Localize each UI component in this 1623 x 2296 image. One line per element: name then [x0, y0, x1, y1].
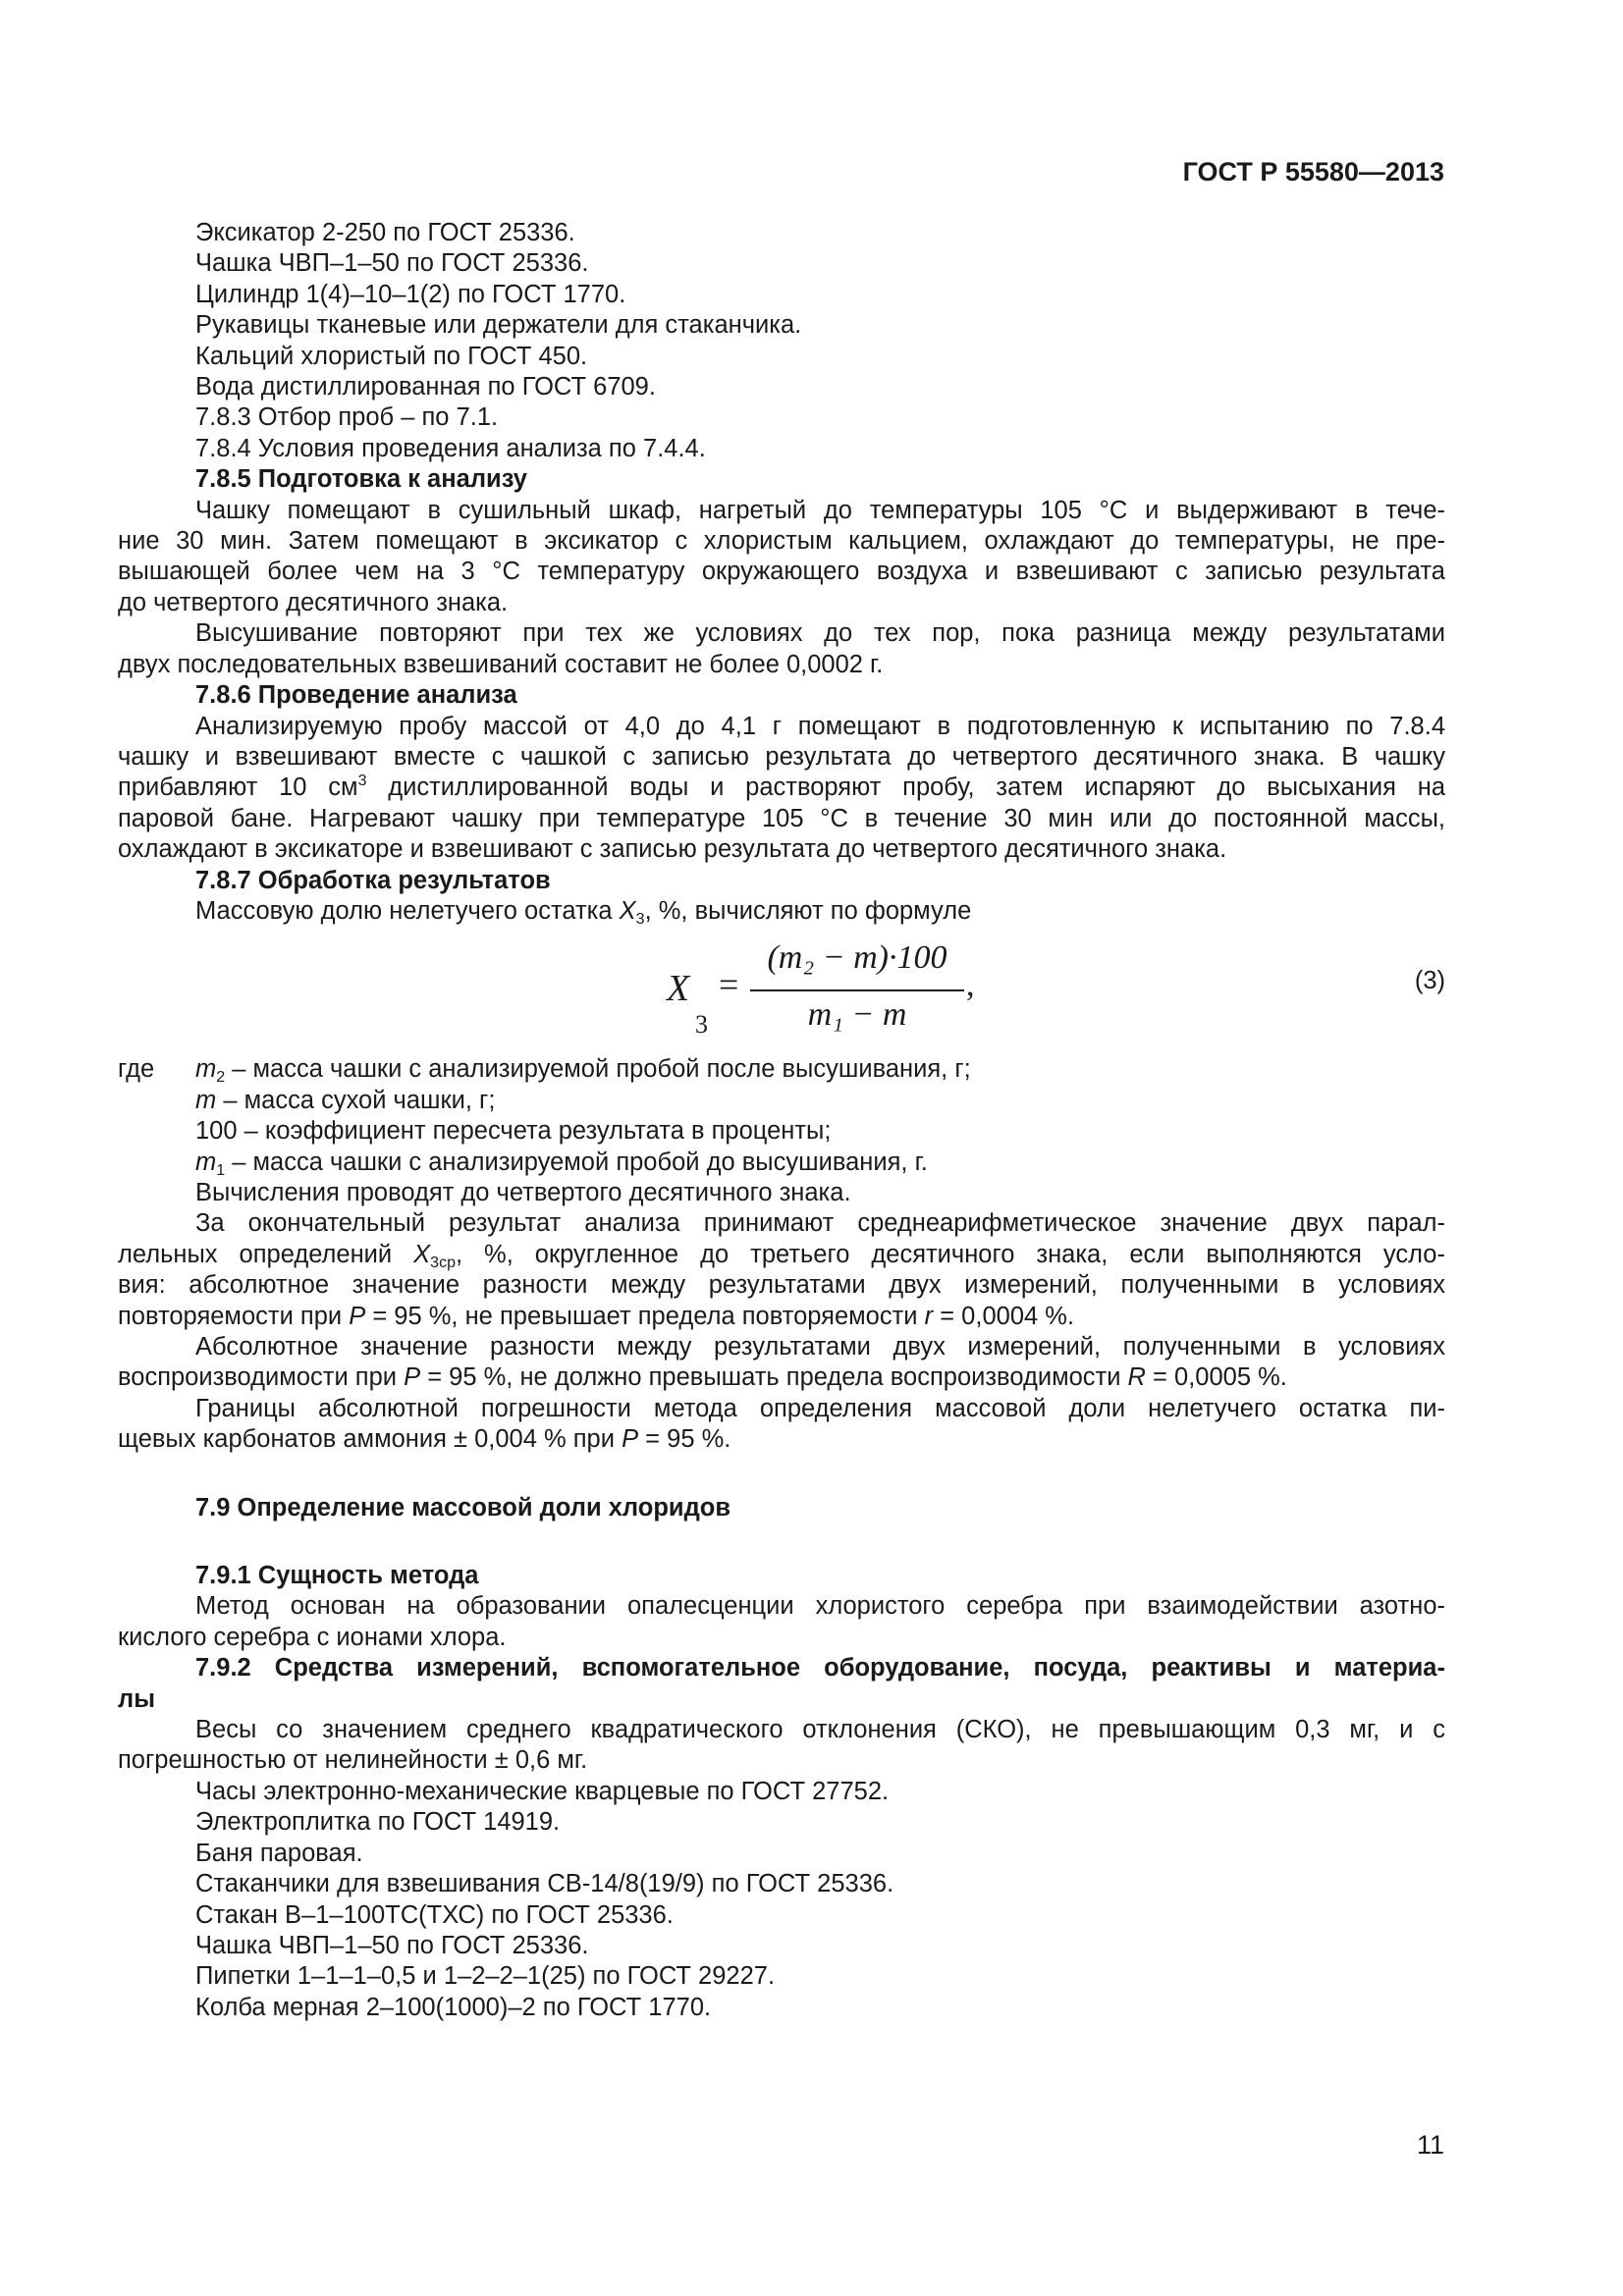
text-run: = 95 %.	[638, 1425, 731, 1454]
text-run: Массовую долю нелетучего остатка	[195, 896, 620, 925]
formula-denominator: m₁ − m	[807, 996, 907, 1034]
variable: R	[1127, 1363, 1146, 1392]
variable: X	[619, 896, 636, 925]
list-item: Пипетки 1–1–1–0,5 и 1–2–2–1(25) по ГОСТ 29227.	[195, 1962, 776, 1991]
text-run: прибавляют 10 см	[118, 774, 358, 802]
variable: P	[404, 1363, 421, 1392]
spacer	[118, 1523, 1445, 1561]
paragraph-line: ние 30 мин. Затем помещают в эксикатор с хлористым кальцием, охлаждают до температуры, не пре-	[118, 527, 1445, 556]
spacer	[118, 1456, 1445, 1493]
variable: m	[195, 1055, 217, 1084]
list-item: Стаканчики для взвешивания СВ-14/8(19/9) по ГОСТ 25336.	[195, 1870, 894, 1898]
text-run: воспроизводимости при	[118, 1363, 405, 1392]
text-run: дистиллированной воды и растворяют пробу, затем испаряют до высыхания на	[366, 774, 1445, 802]
subscript: 3ср	[430, 1254, 456, 1271]
where-item	[195, 1054, 1445, 1085]
paragraph-line: двух последовательных взвешиваний составит не более 0,0002 г.	[118, 650, 884, 678]
paragraph-line: погрешностью от нелинейности ± 0,6 мг.	[118, 1746, 588, 1775]
text-run: – масса чашки с анализируемой пробой до высушивания, г.	[225, 1148, 928, 1176]
paragraph-line: Чашку помещают в сушильный шкаф, нагретый до температуры 105 °С и выдерживают в тече-	[195, 496, 1445, 524]
variable: m	[195, 1148, 217, 1176]
list-item: Цилиндр 1(4)–10–1(2) по ГОСТ 1770.	[195, 280, 626, 308]
where-item: 100 – коэффициент пересчета результата в проценты;	[195, 1117, 832, 1146]
standard-code-header: ГОСТ Р 55580—2013	[1182, 157, 1444, 187]
list-item: Рукавицы тканевые или держатели для стаканчика.	[195, 311, 802, 340]
variable: r	[924, 1302, 934, 1330]
list-item: Часы электронно-механические кварцевые по ГОСТ 27752.	[195, 1777, 890, 1805]
text-run: = 0,0005 %.	[1145, 1363, 1287, 1392]
text-run: = 95 %, не превышает предела повторяемости	[365, 1302, 925, 1330]
paragraph-line	[118, 1302, 1445, 1332]
list-item: Вода дистиллированная по ГОСТ 6709.	[195, 373, 656, 401]
superscript: 3	[357, 773, 367, 790]
paragraph-line: вия: абсолютное значение разности между результатами двух измерений, полученными в условиях	[118, 1271, 1445, 1300]
subscript: 1	[216, 1161, 226, 1179]
text-run: = 0,0004 %.	[933, 1302, 1075, 1330]
fraction-bar	[750, 989, 964, 991]
formula-3	[118, 931, 1445, 1054]
paragraph-line: За окончательный результат анализа принимают среднеарифметическое значение двух парал-	[195, 1209, 1445, 1238]
text-run: – масса чашки с анализируемой пробой после высушивания, г;	[225, 1055, 971, 1084]
text-run: , %, округленное до третьего десятичного знака, если выполняются усло-	[455, 1240, 1445, 1268]
subscript: 3	[635, 910, 645, 928]
clause-7-8-3: 7.8.3 Отбор проб – по 7.1.	[195, 403, 499, 432]
list-item: Стакан В–1–100ТС(ТХС) по ГОСТ 25336.	[195, 1900, 674, 1929]
paragraph-line: Высушивание повторяют при тех же условиях до тех пор, пока разница между результатами	[195, 619, 1445, 648]
heading-7-9-2-cont: лы	[118, 1684, 155, 1713]
where-label: где	[118, 1055, 155, 1084]
list-item: Эксикатор 2-250 по ГОСТ 25336.	[195, 219, 575, 246]
list-item: Электроплитка по ГОСТ 14919.	[195, 1808, 561, 1837]
variable: X	[413, 1240, 431, 1268]
formula-comma: ,	[966, 967, 975, 1004]
variable: m	[195, 1086, 217, 1114]
list-item: Баня паровая.	[195, 1839, 363, 1867]
paragraph-line: Абсолютное значение разности между результатами двух измерений, полученными в условиях	[195, 1333, 1445, 1361]
list-item: Колба мерная 2–100(1000)–2 по ГОСТ 1770.	[195, 1993, 712, 2021]
subscript: 2	[216, 1069, 226, 1087]
page-content	[118, 218, 1445, 2023]
paragraph-line: до четвертого десятичного знака.	[118, 588, 509, 616]
formula-intro	[118, 896, 1445, 927]
paragraph-line: Метод основан на образовании опалесценции хлористого серебра при взаимодействии азотно-	[195, 1592, 1445, 1621]
paragraph-line	[118, 1240, 1445, 1270]
paragraph-line: Анализируемую пробу массой от 4,0 до 4,1 г помещают в подготовленную к испытанию по 7.8.4	[195, 712, 1445, 740]
paragraph-line: Вычисления проводят до четвертого десятичного знака.	[195, 1178, 851, 1206]
paragraph-line	[118, 1362, 1445, 1393]
paragraph-line: чашку и взвешивают вместе с чашкой с записью результата до четвертого десятичного знака. В чашку	[118, 742, 1445, 771]
heading-7-9: 7.9 Определение массовой доли хлоридов	[195, 1493, 731, 1522]
paragraph-line	[118, 773, 1445, 803]
paragraph-line: охлаждают в эксикаторе и взвешивают с записью результата до четвертого десятичного знака.	[118, 835, 1227, 864]
paragraph-line: кислого серебра с ионами хлора.	[118, 1623, 507, 1651]
where-list	[118, 1054, 1445, 1178]
paragraph-line: Весы со значением среднего квадратического отклонения (СКО), не превышающим 0,3 мг, и с	[195, 1716, 1445, 1744]
heading-7-8-5: 7.8.5 Подготовка к анализу	[195, 465, 527, 494]
formula-lhs-subscript: 3	[695, 1010, 708, 1040]
paragraph-line: Границы абсолютной погрешности метода определения массовой доли нелетучего остатка пи-	[195, 1394, 1445, 1422]
where-item	[195, 1148, 1445, 1178]
text-run: = 95 %, не должно превышать предела воспроизводимости	[420, 1363, 1128, 1392]
paragraph-line: вышающей более чем на 3 °С температуру окружающего воздуха и взвешивают с записью результата	[118, 558, 1445, 586]
paragraph-line: паровой бане. Нагревают чашку при температуре 105 °С в течение 30 мин или до постоянной массы,	[118, 804, 1445, 832]
text-run: – масса сухой чашки, г;	[216, 1086, 496, 1114]
page-number: 11	[1416, 2130, 1444, 2160]
formula-number: (3)	[1414, 967, 1445, 995]
heading-7-8-6: 7.8.6 Проведение анализа	[195, 681, 517, 710]
text-run: лельных определений	[118, 1240, 414, 1268]
list-item: Кальций хлористый по ГОСТ 450.	[195, 342, 588, 370]
formula-numerator: (m₂ − m)·100	[767, 939, 947, 977]
formula-equals: =	[719, 965, 739, 1005]
paragraph-line	[118, 1424, 1445, 1455]
text-run: , %, вычисляют по формуле	[644, 896, 972, 925]
clause-7-8-4: 7.8.4 Условия проведения анализа по 7.4.4.	[195, 434, 706, 462]
heading-7-8-7: 7.8.7 Обработка результатов	[195, 866, 551, 894]
heading-7-9-2: 7.9.2 Средства измерений, вспомогательное оборудование, посуда, реактивы и материа-	[195, 1654, 1445, 1682]
text-run: щевых карбонатов аммония ± 0,004 % при	[118, 1425, 622, 1454]
list-item: Чашка ЧВП–1–50 по ГОСТ 25336.	[195, 1931, 589, 1959]
text-run: повторяемости при	[118, 1302, 350, 1330]
variable: P	[622, 1425, 639, 1454]
variable: P	[349, 1302, 366, 1330]
formula-lhs: X	[667, 968, 690, 1010]
list-item: Чашка ЧВП–1–50 по ГОСТ 25336.	[195, 249, 589, 278]
where-item	[195, 1086, 1445, 1116]
heading-7-9-1: 7.9.1 Сущность метода	[195, 1562, 479, 1590]
